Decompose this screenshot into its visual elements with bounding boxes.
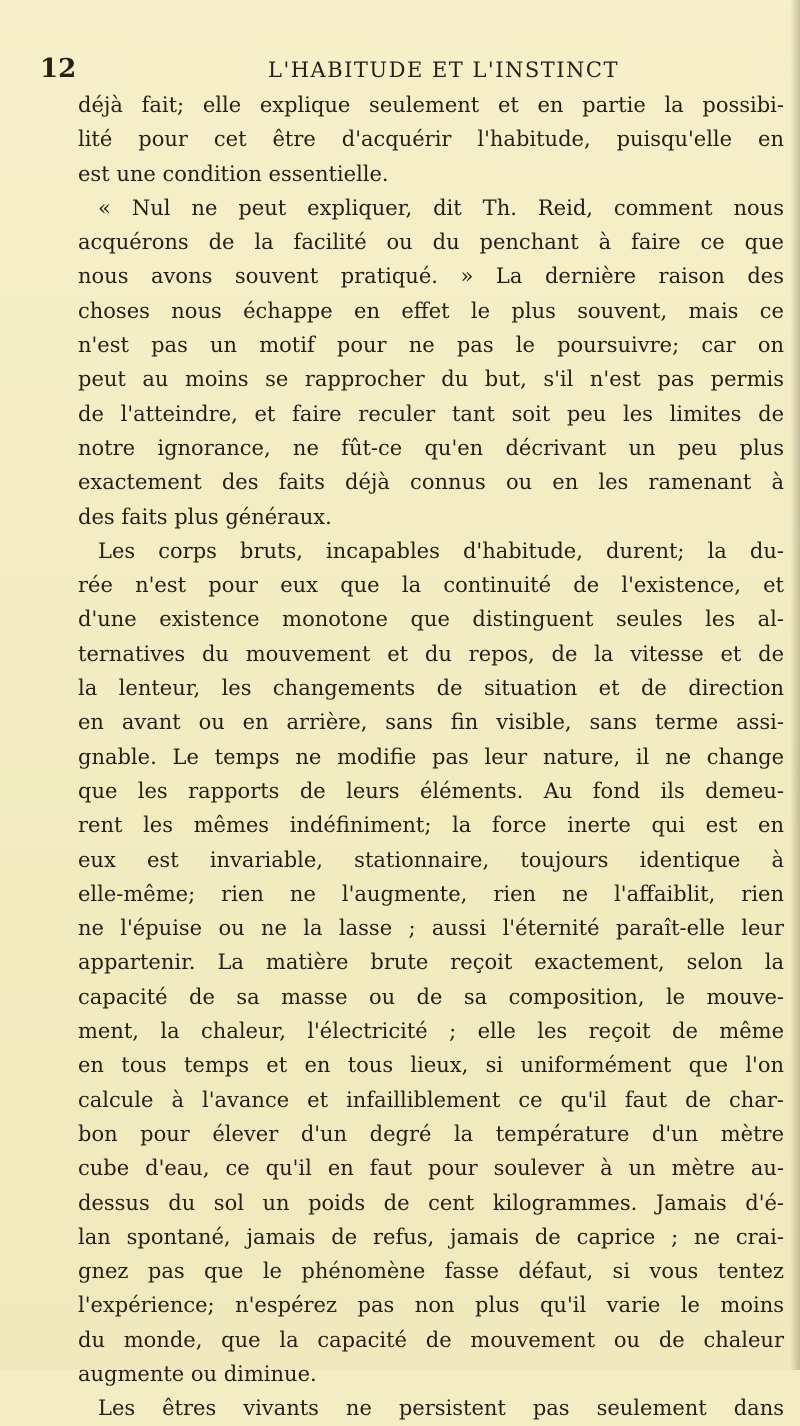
text-line: la lenteur, les changements de situation et de direction — [78, 676, 784, 701]
text-line: augmente ou diminue. — [78, 1361, 317, 1386]
text-line: dessus du sol un poids de cent kilogrammes. Jamais d'é- — [78, 1190, 784, 1215]
text-line: « Nul ne peut expliquer, dit Th. Reid, comment nous — [98, 195, 784, 220]
text-line: exactement des faits déjà connus ou en les ramenant à — [78, 470, 784, 495]
text-line: lité pour cet être d'acquérir l'habitude, puisqu'elle en — [78, 127, 784, 152]
text-line: est une condition essentielle. — [78, 161, 389, 186]
text-line: gnez pas que le phénomène fasse défaut, si vous tentez — [78, 1259, 784, 1284]
text-line: rée n'est pour eux que la continuité de l'existence, et — [78, 573, 784, 598]
text-line: l'expérience; n'espérez pas non plus qu'il varie le moins — [78, 1293, 784, 1318]
text-line: appartenir. La matière brute reçoit exactement, selon la — [78, 950, 784, 975]
text-line: ne l'épuise ou ne la lasse ; aussi l'éternité paraît-elle leur — [78, 916, 784, 941]
text-line: notre ignorance, ne fût-ce qu'en décrivant un peu plus — [78, 435, 784, 460]
page-edge-shadow — [790, 0, 800, 1370]
text-line: capacité de sa masse ou de sa composition, le mouve- — [78, 984, 784, 1009]
text-line: d'une existence monotone que distinguent seules les al- — [78, 607, 784, 632]
text-line: acquérons de la facilité ou du penchant à faire ce que — [78, 230, 784, 255]
text-line: en avant ou en arrière, sans fin visible, sans terme assi- — [78, 710, 784, 735]
text-line: cube d'eau, ce qu'il en faut pour soulever à un mètre au- — [78, 1156, 784, 1181]
text-line: ternatives du mouvement et du repos, de la vitesse et de — [78, 641, 784, 666]
text-line: peut au moins se rapprocher du but, s'il n'est pas permis — [78, 367, 784, 392]
text-line: en tous temps et en tous lieux, si uniformément que l'on — [78, 1053, 784, 1078]
running-title: L'HABITUDE ET L'INSTINCT — [268, 58, 620, 82]
text-line: rent les mêmes indéfiniment; la force inerte qui est en — [78, 813, 784, 838]
text-line: de l'atteindre, et faire reculer tant soit peu les limites de — [78, 401, 784, 426]
text-line: ment, la chaleur, l'électricité ; elle les reçoit de même — [78, 1019, 784, 1044]
text-line: gnable. Le temps ne modifie pas leur nature, il ne change — [78, 744, 784, 769]
text-line: Les corps bruts, incapables d'habitude, durent; la du- — [98, 538, 784, 563]
page-number: 12 — [40, 54, 77, 84]
text-line: Les êtres vivants ne persistent pas seulement dans — [98, 1396, 784, 1421]
text-line: calcule à l'avance et infailliblement ce qu'il faut de char- — [78, 1087, 784, 1112]
text-line: déjà fait; elle explique seulement et en partie la possibi- — [78, 93, 784, 117]
text-line: que les rapports de leurs éléments. Au fond ils demeu- — [78, 778, 784, 803]
text-line: n'est pas un motif pour ne pas le poursuivre; car on — [78, 333, 784, 358]
text-line: bon pour élever d'un degré la température d'un mètre — [78, 1121, 784, 1146]
text-line: du monde, que la capacité de mouvement ou de chaleur — [78, 1327, 784, 1352]
text-line: choses nous échappe en effet le plus souvent, mais ce — [78, 298, 784, 323]
text-line: eux est invariable, stationnaire, toujours identique à — [78, 847, 784, 872]
text-line: elle-même; rien ne l'augmente, rien ne l'affaiblit, rien — [78, 881, 784, 906]
text-line: des faits plus généraux. — [78, 504, 332, 529]
page-header — [40, 54, 800, 88]
body-text — [78, 88, 784, 1426]
text-line: lan spontané, jamais de refus, jamais de caprice ; ne crai- — [78, 1224, 784, 1249]
text-line: nous avons souvent pratiqué. » La dernière raison des — [78, 264, 784, 289]
